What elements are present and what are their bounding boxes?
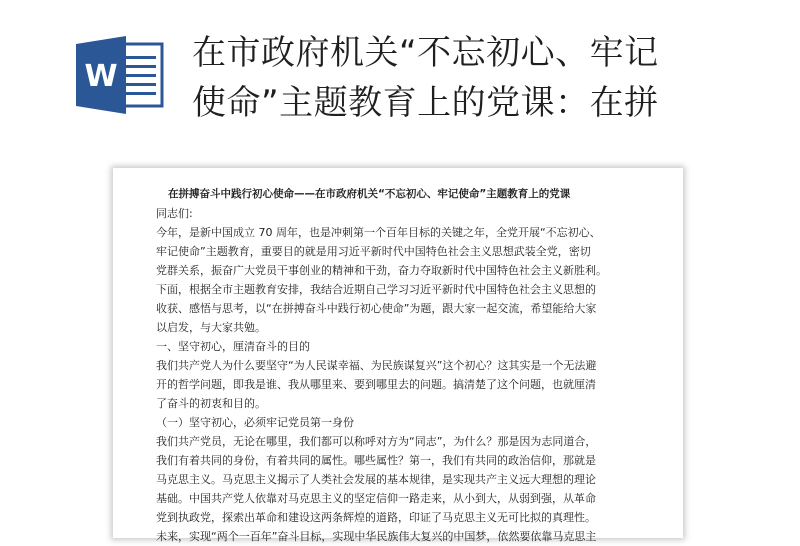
paragraph-line: 我们共产党人为什么要坚守“为人民谋幸福、为民族谋复兴”这个初心？这其实是一个无法避 [156,359,597,372]
word-icon-letter: W [84,59,118,94]
paragraph-line: 了奋斗的初衷和目的。 [156,397,266,410]
word-document-icon [76,36,164,114]
paragraph-line: 党群关系，振奋广大党员干事创业的精神和干劲，奋力夺取新时代中国特色社会主义新胜利。 [156,264,607,277]
paragraph-line: 未来，实现“两个一百年”奋斗目标，实现中华民族伟大复兴的中国梦，依然要依靠马克思主 [156,530,597,543]
paragraph-line: 党到执政党，探索出革命和建设这两条辉煌的道路，印证了马克思主义无可比拟的真理性。 [156,511,596,524]
paragraph-line: 收获、感悟与思考，以“在拼搏奋斗中践行初心使命”为题，跟大家一起交流，希望能给大家 [156,302,597,315]
paragraph-line: 基础。中国共产党人依靠对马克思主义的坚定信仰一路走来，从小到大，从弱到强，从革命 [156,492,596,505]
paragraph-line: 马克思主义。马克思主义揭示了人类社会发展的基本规律，是实现共产主义远大理想的理论 [156,473,596,486]
document-title: 在拼搏奋斗中践行初心使命——在市政府机关“不忘初心、牢记使命”主题教育上的党课 [168,188,571,200]
paragraph-line: 牢记使命”主题教育，重要目的就是用习近平新时代中国特色社会主义思想武装全党，密切 [156,245,591,258]
subsection-heading: （一）坚守初心，必须牢记党员第一身份 [156,416,354,429]
paragraph-line: 以启发，与大家共勉。 [156,321,266,334]
section-heading: 一、坚守初心，厘清奋斗的目的 [156,340,310,353]
paragraph-line: 今年，是新中国成立 70 周年，也是冲刺第一个百年目标的关键之年，全党开展“不忘初心、 [156,226,601,239]
paragraph-line: 开的哲学问题，即我是谁、我从哪里来、要到哪里去的问题。搞清楚了这个问题，也就厘清 [156,378,596,391]
page-title [192,28,782,128]
page-title-line-1: 在市政府机关“不忘初心、牢记 [192,33,659,73]
paragraph-line: 同志们: [156,207,193,220]
paragraph-line: 我们有着共同的身份，有着共同的属性。哪些属性？第一，我们有共同的政治信仰，那就是 [156,454,596,467]
page-title-line-2: 使命”主题教育上的党课：在拼 [192,83,659,123]
paragraph-line: 我们共产党员，无论在哪里，我们都可以称呼对方为“同志”，为什么？那是因为志同道合， [156,435,597,448]
document-body [156,185,656,546]
paragraph-line: 下面，根据全市主题教育安排，我结合近期自己学习习近平新时代中国特色社会主义思想的 [156,283,596,296]
